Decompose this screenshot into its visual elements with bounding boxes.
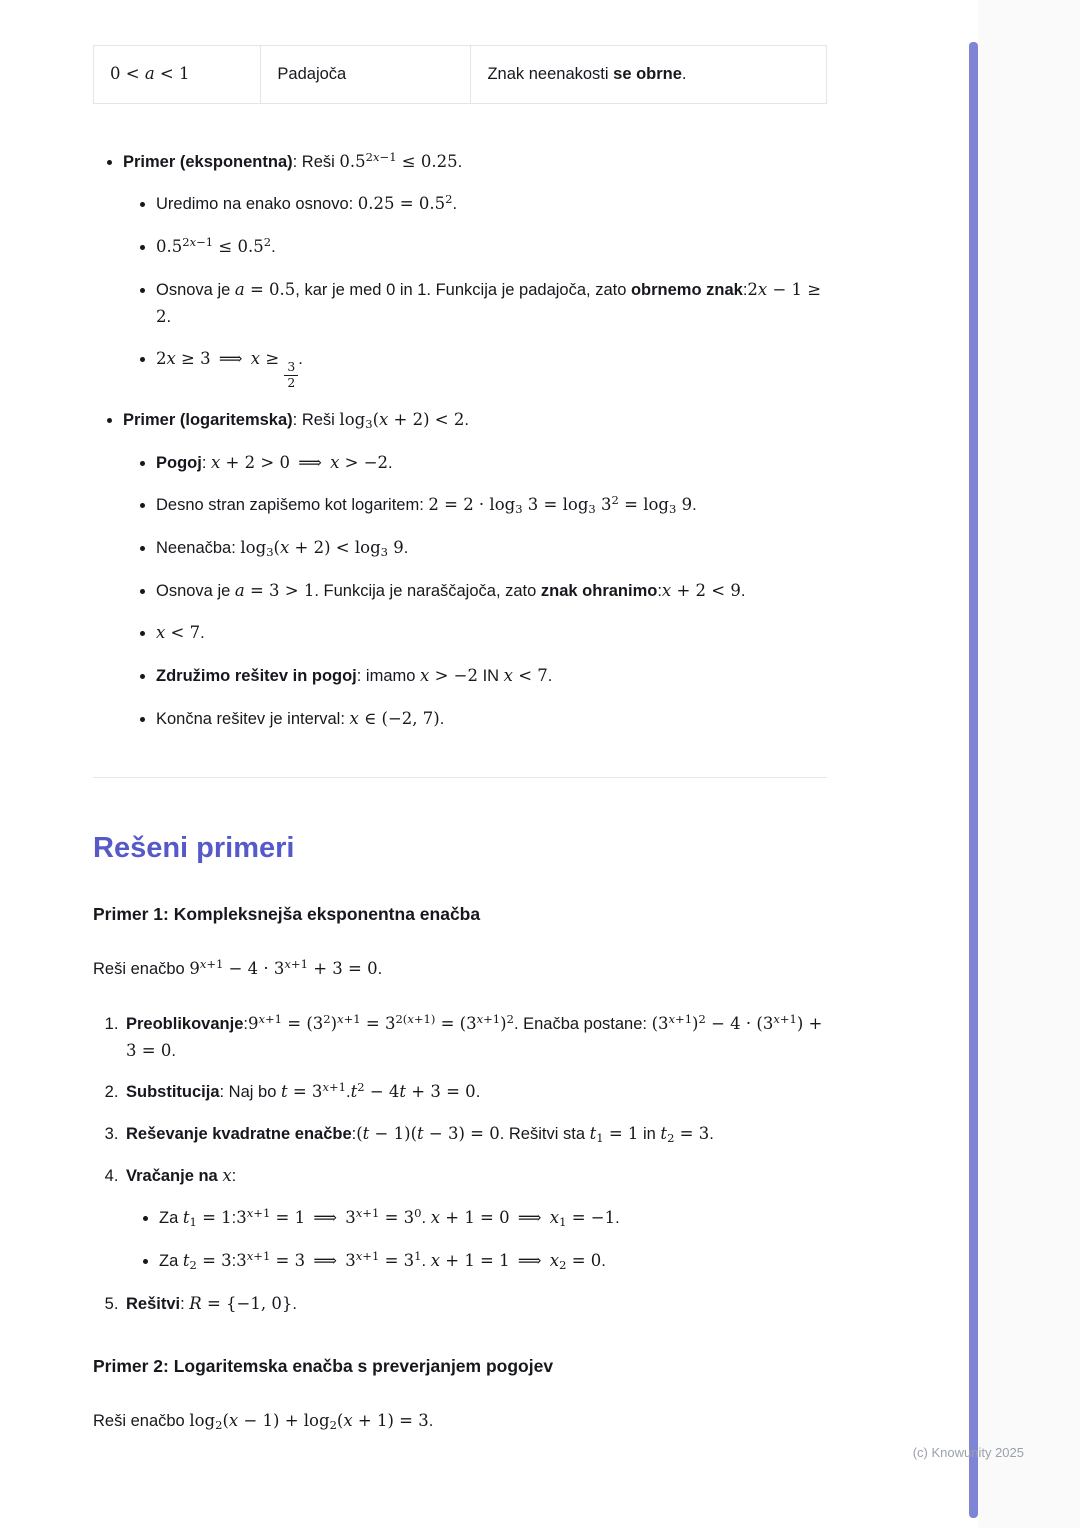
math-expression: (t − 1)(t − 3) = 0 — [356, 1124, 500, 1144]
math-variable: a — [144, 64, 155, 83]
math-variable: a — [234, 279, 245, 299]
math-expression: $\log_2(x - 1) + \log_2(x + 1) = 3$ — [189, 1410, 429, 1432]
bold-text: Primer (logaritemska) — [123, 410, 293, 429]
math-variable: x — [343, 1410, 353, 1430]
paragraph: Reši enačbo $\log_2(x - 1) + \log_2(x + 1) = 3$. — [93, 1410, 434, 1432]
superscript: 0 — [414, 1206, 422, 1221]
math-expression: $\log_3(x + 2) < 2$ — [339, 409, 465, 431]
math-variable: x — [166, 349, 176, 369]
superscript: x+1 — [246, 1206, 271, 1221]
table-cell — [94, 46, 261, 104]
inequality-table — [93, 45, 827, 104]
sub-list-item: • $0.5^{2x-1} \le 0.5^2$. — [156, 234, 827, 261]
subscript: 2 — [559, 1258, 567, 1273]
math-variable: R — [189, 1293, 202, 1313]
math-variable: x — [430, 1251, 440, 1271]
math-expression: $0.5^{2x-1} \le 0.25$ — [339, 149, 458, 171]
math-variable: x — [476, 1012, 484, 1027]
subscript: 3 — [380, 544, 389, 559]
page-gutter — [978, 0, 1080, 1528]
math-variable: x — [330, 452, 340, 472]
section-divider — [93, 777, 827, 778]
math-variable: x — [189, 235, 197, 250]
list-item: 2. Substitucija: Naj bo $t = 3^{x+1}.t^2 - 4t + 3 = 0$. — [123, 1079, 827, 1106]
math-variable: x — [284, 957, 291, 972]
math-variable: x — [379, 409, 389, 429]
sub-list-item: • Pogoj: x + 2 > 0 ⟹ x > −2. — [156, 450, 827, 477]
superscript: 2 — [445, 192, 453, 207]
math-expression: x < 7 — [156, 623, 201, 643]
math-expression: x + 1 = 0 ⟹ $x_1 = -1$ — [430, 1208, 616, 1230]
sub-list-item: • x < 7. — [156, 620, 827, 647]
superscript: 2 — [357, 1080, 365, 1095]
math-variable: x — [222, 1165, 232, 1185]
superscript: 2 — [698, 1012, 706, 1027]
subscript: 3 — [365, 416, 373, 431]
math-expression: $0.25 = 0.5^2$ — [357, 192, 453, 214]
math-expression: a = 0.5 — [234, 279, 296, 299]
math-variable: t — [589, 1124, 597, 1144]
document-content — [93, 0, 827, 1435]
sub-list-item: • Osnova je a = 3 > 1. Funkcija je naraščajoča, zato znak ohranimo:x + 2 < 9. — [156, 578, 827, 605]
subscript: 2 — [189, 1258, 197, 1273]
math-variable: x — [373, 149, 380, 164]
subscript: 2 — [667, 1130, 675, 1145]
table-cell: Padajoča — [261, 46, 471, 104]
sub-list-item: • 2x ≥ 3 ⟹ x ≥ $\frac{3}{2}$ . — [156, 346, 827, 390]
math-variable: x — [246, 1206, 254, 1221]
math-variable: x — [322, 1080, 329, 1095]
math-variable: x — [279, 537, 290, 557]
sub-list-item: • Združimo rešitev in pogoj: imamo x > −2 IN x < 7. — [156, 663, 827, 690]
bullet-list — [93, 149, 827, 733]
superscript: x+1 — [773, 1012, 797, 1027]
sub-list-item: • Končna rešitev je interval: x ∈ (−2, 7). — [156, 706, 827, 733]
bold-text: Vračanje na — [126, 1166, 218, 1185]
math-expression: x + 2 > 0 ⟹ x > −2 — [211, 452, 389, 472]
math-variable: t — [350, 1082, 358, 1102]
subscript: 3 — [515, 502, 523, 517]
superscript: x+1 — [355, 1206, 380, 1221]
paragraph: Reši enačbo $9^{x+1} - 4 \cdot 3^{x+1} + 3 = 0$. — [93, 957, 383, 979]
superscript: 2 — [263, 235, 272, 250]
superscript: 2 — [611, 493, 619, 508]
list-item: 4. Vračanje na x: • Za $t_1$ = $1:3^{x+1} = 1$ ⟹ $3^{x+1} = 3^0$. x + 1 = 0 ⟹ $x_1 = -1$. • Za $t_2$ = $3:3^{x+1} = 3$ ⟹ $3^{x+1} = 3^1$. x + 1 = 1 ⟹ $x_2 = 0$. — [123, 1163, 827, 1275]
fraction-denominator: 2 — [287, 375, 296, 390]
math-variable: x — [407, 1012, 414, 1027]
math-variable: x — [773, 1012, 780, 1027]
sub-list-item: • Desno stran zapišemo kot logaritem: $2 = 2 \cdot \log_3 3 = \log_3 3^2 = \log_3 9$. — [156, 492, 827, 519]
bold-text: znak ohranimo — [540, 581, 658, 600]
math-variable: a — [234, 580, 245, 600]
superscript: x+1 — [199, 957, 224, 972]
list-item: 5. Rešitvi: R = {−1, 0}. — [123, 1291, 827, 1318]
list-item: 3. Reševanje kvadratne enačbe:(t − 1)(t − 3) = 0. Rešitvi sta $t_1 = 1$ in $t_2 = 3$. — [123, 1121, 827, 1148]
superscript: x+1 — [355, 1249, 380, 1264]
math-variable: x — [420, 666, 430, 686]
subscript: 3 — [588, 502, 596, 517]
superscript: 2x−1 — [182, 235, 214, 250]
example-heading: Primer 1: Kompleksnejša eksponentna enačba — [93, 903, 481, 924]
table-body — [94, 46, 827, 104]
list-item: • Primer (logaritemska): Reši $\log_3(x + 2) < 2$. • Pogoj: x + 2 > 0 ⟹ x > −2. • Desno stran zapišemo kot logaritem: $2 = 2 \cdot \log_3 3 = \log_3 3^2 = \log_3 9$. • Neenačba: $\log_3(x + 2) < \log_3 9$. • Osnova je a = 3 > 1. Funkcija je naraščajoča, zato znak ohranimo:x + 2 < 9. • x < 7. • Združimo rešitev in pogoj: imamo x > −2 IN x < 7. • Končna rešitev je interval: x ∈ (−2, 7). — [123, 407, 827, 733]
sub-list-item: • Uredimo na enako osnovo: $0.25 = 0.5^2$. — [156, 191, 827, 218]
bold-text: Pogoj — [156, 453, 202, 472]
sub-list-item: • Za $t_1$ = $1:3^{x+1} = 1$ ⟹ $3^{x+1} = 3^0$. x + 1 = 0 ⟹ $x_1 = -1$. — [159, 1205, 827, 1232]
page-edge-bar — [969, 42, 978, 1518]
math-variable: t — [182, 1208, 190, 1228]
math-expression: $t_1 = 1$ — [182, 1208, 232, 1230]
math-variable: x — [337, 1012, 344, 1027]
math-variable: x — [199, 957, 207, 972]
math-variable: x — [349, 708, 359, 728]
math-variable: x — [250, 349, 261, 369]
subscript: 1 — [559, 1215, 567, 1230]
math-expression: 2x − 1 ≥ 2 — [156, 279, 822, 326]
math-expression: $t_2 = 3$ — [182, 1251, 232, 1273]
subscript: 2 — [215, 1417, 223, 1432]
superscript: x+1 — [246, 1249, 271, 1264]
math-expression: $2 = 2 \cdot \log_3 3 = \log_3 3^2 = \log_3 9$ — [428, 493, 693, 517]
math-expression: x ∈ (−2, 7) — [349, 708, 440, 728]
math-variable: x — [549, 1251, 560, 1271]
list-item: 1. $Preoblikovanje:9^{x+1} = (3^2)^{x+1} = 3^{2(x+1)} = (3^{x+1})^2$. Enačba postane: $(3^{x+1})^2 - 4 \cdot (3^{x+1}) + 3 = 0$. — [123, 1011, 827, 1064]
math-variable: x — [228, 1410, 239, 1430]
superscript: 2 — [323, 1012, 331, 1027]
math-expression: $\log_3(x + 2) < \log_3 9$ — [240, 537, 404, 559]
subscript: 3 — [668, 502, 677, 517]
numbered-list — [93, 1011, 827, 1318]
superscript: x+1 — [476, 1012, 501, 1027]
fraction-numerator: 3 — [284, 360, 298, 376]
math-expression: x + 1 = 1 ⟹ $x_2 = 0$ — [430, 1251, 602, 1273]
math-variable: x — [156, 623, 166, 643]
bold-text: Združimo rešitev in pogoj — [156, 667, 357, 686]
math-variable: x — [246, 1249, 254, 1264]
math-variable: x — [668, 1012, 676, 1027]
sub-list-item: • Za $t_2$ = $3:3^{x+1} = 3$ ⟹ $3^{x+1} = 3^1$. x + 1 = 1 ⟹ $x_2 = 0$. — [159, 1248, 827, 1275]
math-expression: x > −2 — [420, 666, 478, 686]
bold-text: Primer (eksponentna) — [123, 152, 293, 171]
math-expression: $0.5^{2x-1} \le 0.5^2$ — [156, 235, 272, 257]
math-variable: t — [362, 1124, 370, 1144]
math-variable: t — [417, 1124, 424, 1144]
sub-bullet-list — [126, 1205, 827, 1274]
math-expression: R = {−1, 0} — [189, 1293, 293, 1313]
copyright-watermark: (c) Knowunity 2025 — [912, 1445, 1024, 1460]
math-expression: x < 7 — [503, 666, 548, 686]
example-heading: Primer 2: Logaritemska enačba s preverjanjem pogojev — [93, 1355, 554, 1376]
sub-bullet-list — [123, 450, 827, 733]
math-variable: t — [280, 1082, 288, 1102]
math-variable: x — [355, 1249, 363, 1264]
math-expression: $t_1 = 1$ — [589, 1124, 639, 1145]
subscript: 1 — [189, 1215, 197, 1230]
math-variable: x — [211, 452, 221, 472]
bold-text: Rešitvi — [126, 1294, 181, 1313]
math-variable: x — [430, 1208, 440, 1228]
superscript: x+1 — [668, 1012, 693, 1027]
superscript: x+1 — [322, 1080, 346, 1095]
superscript: x+1 — [284, 957, 308, 972]
math-expression: $3^{x+1} = 1$ ⟹ $3^{x+1} = 3^0$ — [236, 1206, 422, 1228]
math-expression: 0 < a < 1 — [110, 64, 190, 83]
table-cell: Znak neenakosti se obrne. — [471, 46, 827, 104]
math-variable: x — [757, 279, 768, 299]
math-expression: $(3^{x+1})^2 - 4 \cdot (3^{x+1}) + 3 = 0$ — [126, 1012, 823, 1060]
table-row — [94, 46, 827, 104]
bold-text: obrnemo znak — [630, 280, 743, 299]
sub-bullet-list — [123, 191, 827, 390]
math-variable: x — [258, 1012, 265, 1027]
subscript: 3 — [266, 544, 274, 559]
math-variable: t — [182, 1251, 190, 1271]
bold-text: Reševanje kvadratne enačbe — [126, 1125, 352, 1144]
math-expression: $t = 3^{x+1}$ — [280, 1080, 346, 1102]
superscript: 2x−1 — [365, 149, 397, 164]
section-heading: Rešeni primeri — [93, 831, 295, 864]
math-expression: $9^{x+1} - 4 \cdot 3^{x+1} + 3 = 0$ — [189, 957, 378, 979]
bold-text: Substitucija — [126, 1083, 220, 1102]
math-variable: x — [661, 580, 672, 600]
superscript: x+1 — [337, 1012, 361, 1027]
sub-list-item: • Neenačba: $\log_3(x + 2) < \log_3 9$. — [156, 535, 827, 562]
math-expression — [222, 1166, 231, 1185]
superscript: 2 — [506, 1012, 514, 1027]
math-expression: $9^{x+1} = (3^2)^{x+1} = 3^{2(x+1)} = (3^{x+1})^2$ — [247, 1012, 514, 1033]
list-item: • Primer (eksponentna): Reši $0.5^{2x-1} \le 0.25$. • Uredimo na enako osnovo: $0.25 = 0.5^2$. • $0.5^{2x-1} \le 0.5^2$. • Osnova je a = 0.5, kar je med 0 in 1. Funkcija je padajoča, zato obrnemo znak:2x − 1 ≥ 2. • 2x ≥ 3 ⟹ x ≥ $\frac{3}{2}$ . — [123, 149, 827, 391]
sub-list-item: • Osnova je a = 0.5, kar je med 0 in 1. Funkcija je padajoča, zato obrnemo znak:2x − 1 ≥ 2. — [156, 277, 827, 330]
math-expression: $3^{x+1} = 3$ ⟹ $3^{x+1} = 3^1$ — [236, 1249, 422, 1271]
math-expression: $t_2 = 3$ — [660, 1124, 710, 1145]
math-expression: x + 2 < 9 — [661, 580, 741, 600]
subscript: 1 — [596, 1130, 604, 1145]
bold-text: se obrne — [613, 65, 682, 83]
math-variable: t — [660, 1124, 668, 1144]
superscript: 1 — [414, 1249, 422, 1264]
subscript: 2 — [329, 1417, 337, 1432]
math-variable: x — [355, 1206, 363, 1221]
superscript: x+1 — [258, 1012, 283, 1027]
math-variable: t — [399, 1082, 407, 1102]
math-variable: x — [549, 1208, 560, 1228]
math-expression: $t^2 - 4t + 3 = 0$ — [350, 1080, 476, 1102]
fraction — [284, 360, 298, 391]
bold-text: Preoblikovanje — [126, 1014, 244, 1033]
math-expression: a = 3 > 1 — [234, 580, 315, 600]
math-variable: x — [503, 666, 513, 686]
math-expression: 2x ≥ 3 ⟹ x ≥ $\frac{3}{2}$ — [156, 349, 298, 368]
superscript: 2(x+1) — [395, 1012, 436, 1027]
